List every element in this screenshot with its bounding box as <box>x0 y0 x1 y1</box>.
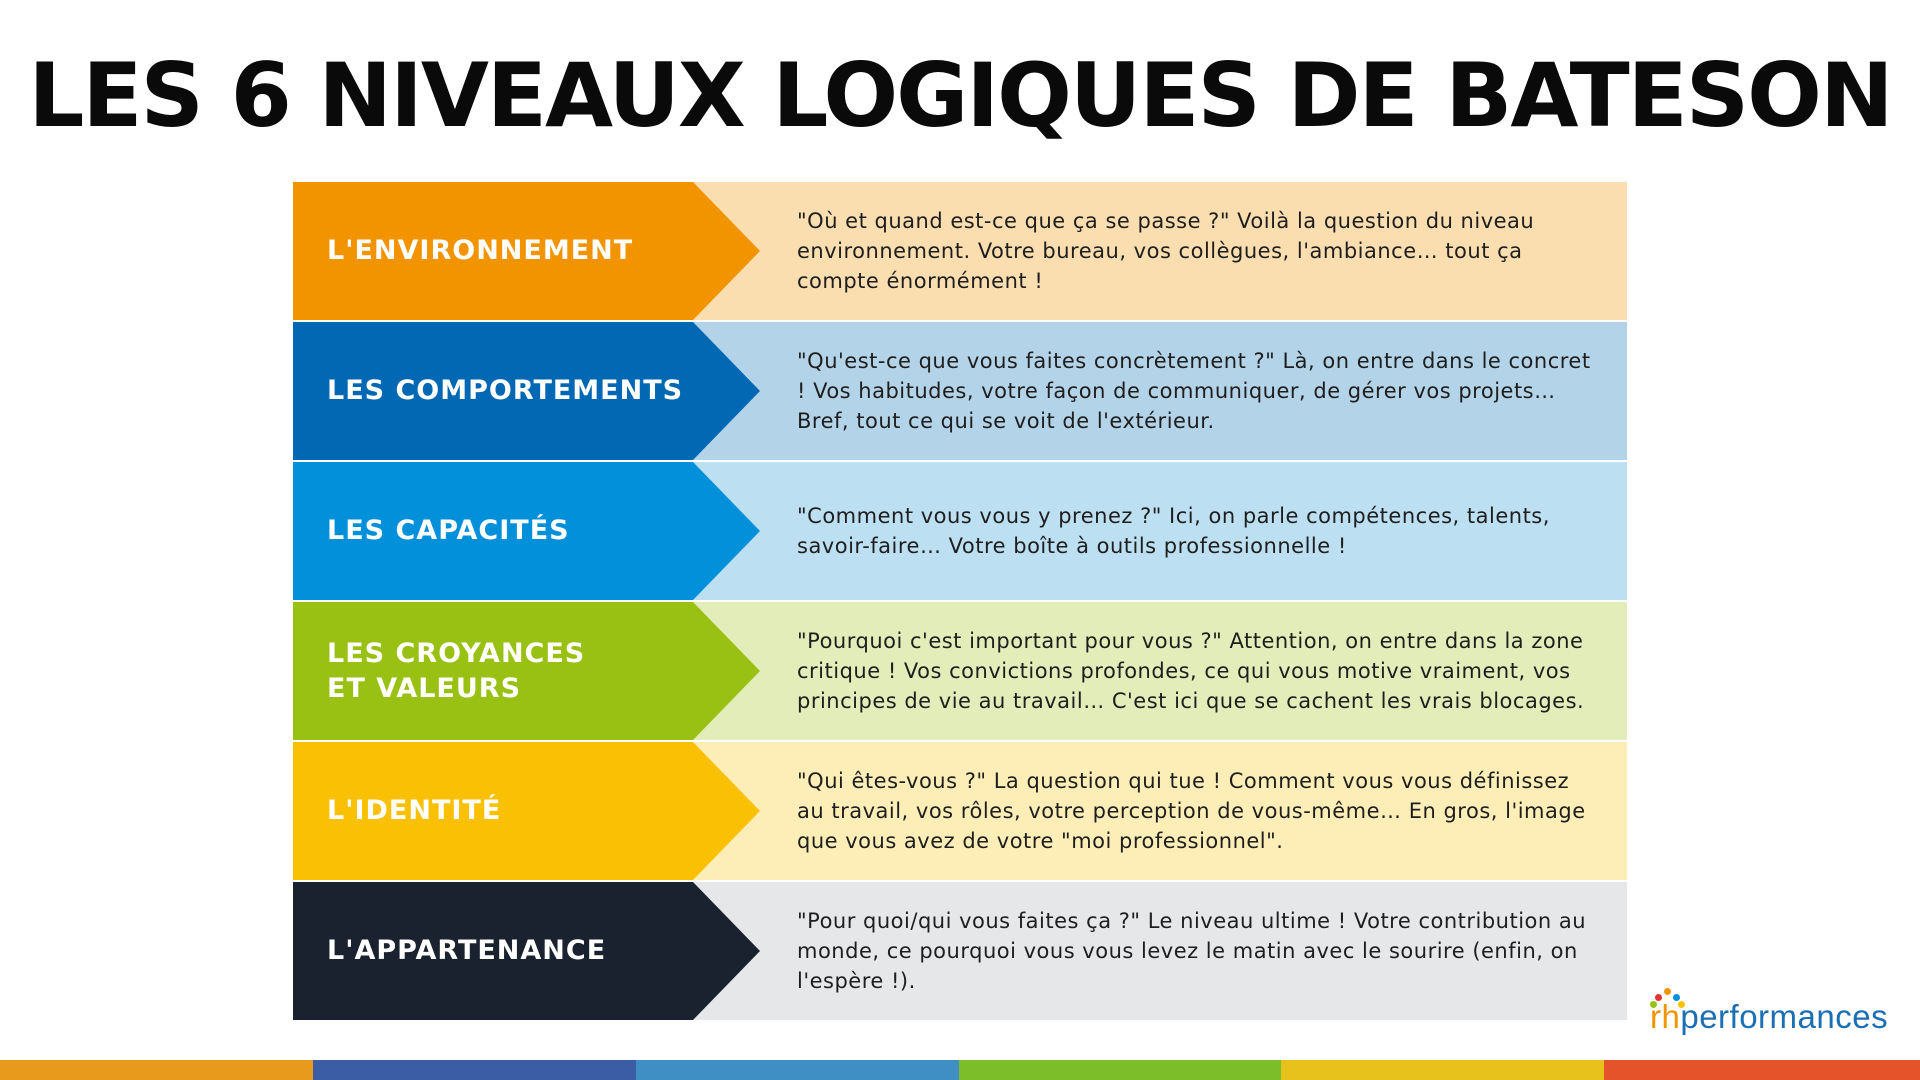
logo-performances: performances <box>1680 998 1889 1035</box>
bottom-bar-segment <box>1604 1060 1920 1080</box>
level-label: LES CROYANCES ET VALEURS <box>327 637 586 704</box>
level-description: "Pourquoi c'est important pour vous ?" Attention, on entre dans la zone critique ! Vos convictions profondes, ce qui vous motive vraiment, vos principes de vie au travail… C'est ici que se cachent les vrais blocages. <box>797 629 1585 713</box>
logo-dot <box>1664 988 1671 995</box>
bottom-color-bar <box>0 1060 1920 1080</box>
bottom-bar-segment <box>1281 1060 1604 1080</box>
bottom-bar-segment <box>959 1060 1281 1080</box>
level-row-comportements <box>293 322 1627 460</box>
level-label: L'APPARTENANCE <box>327 935 607 967</box>
level-row-identite <box>293 742 1627 880</box>
level-label: L'ENVIRONNEMENT <box>327 235 634 267</box>
bottom-bar-segment <box>636 1060 959 1080</box>
level-description: "Comment vous vous y prenez ?" Ici, on parle compétences, talents, savoir-faire… Votre boîte à outils professionnelle ! <box>797 504 1550 558</box>
level-description: "Où et quand est-ce que ça se passe ?" Voilà la question du niveau environnement. Votre bureau, vos collègues, l'ambiance… tout ça compte énormément ! <box>797 209 1535 293</box>
level-row-environnement <box>293 182 1627 320</box>
level-label: LES COMPORTEMENTS <box>327 375 684 407</box>
levels-list <box>293 182 1627 1022</box>
level-row-capacites <box>293 462 1627 600</box>
level-row-croyances-valeurs <box>293 602 1627 740</box>
bottom-bar-segment <box>313 1060 636 1080</box>
rh-performances-logo <box>1650 988 1900 1048</box>
bottom-bar-segment <box>0 1060 313 1080</box>
logo-rh: rh <box>1650 998 1681 1035</box>
page-title: LES 6 NIVEAUX LOGIQUES DE BATESON <box>28 44 1892 147</box>
logo-wordmark <box>1650 998 1888 1036</box>
level-label: LES CAPACITÉS <box>327 515 570 547</box>
level-row-appartenance <box>293 882 1627 1020</box>
level-description: "Pour quoi/qui vous faites ça ?" Le niveau ultime ! Votre contribution au monde, ce pourquoi vous vous levez le matin avec le sourire (enfin, on l'espère !). <box>797 909 1587 993</box>
level-description: "Qu'est-ce que vous faites concrètement ?" Là, on entre dans le concret ! Vos habitudes, votre façon de communiquer, de gérer vos projets… Bref, tout ce qui se voit de l'extérieur. <box>797 349 1591 433</box>
level-description: "Qui êtes-vous ?" La question qui tue ! Comment vous vous définissez au travail, vos rôles, votre perception de vous-même… En gros, l'image que vous avez de votre "moi professionnel". <box>797 769 1586 853</box>
level-label: L'IDENTITÉ <box>327 795 502 827</box>
